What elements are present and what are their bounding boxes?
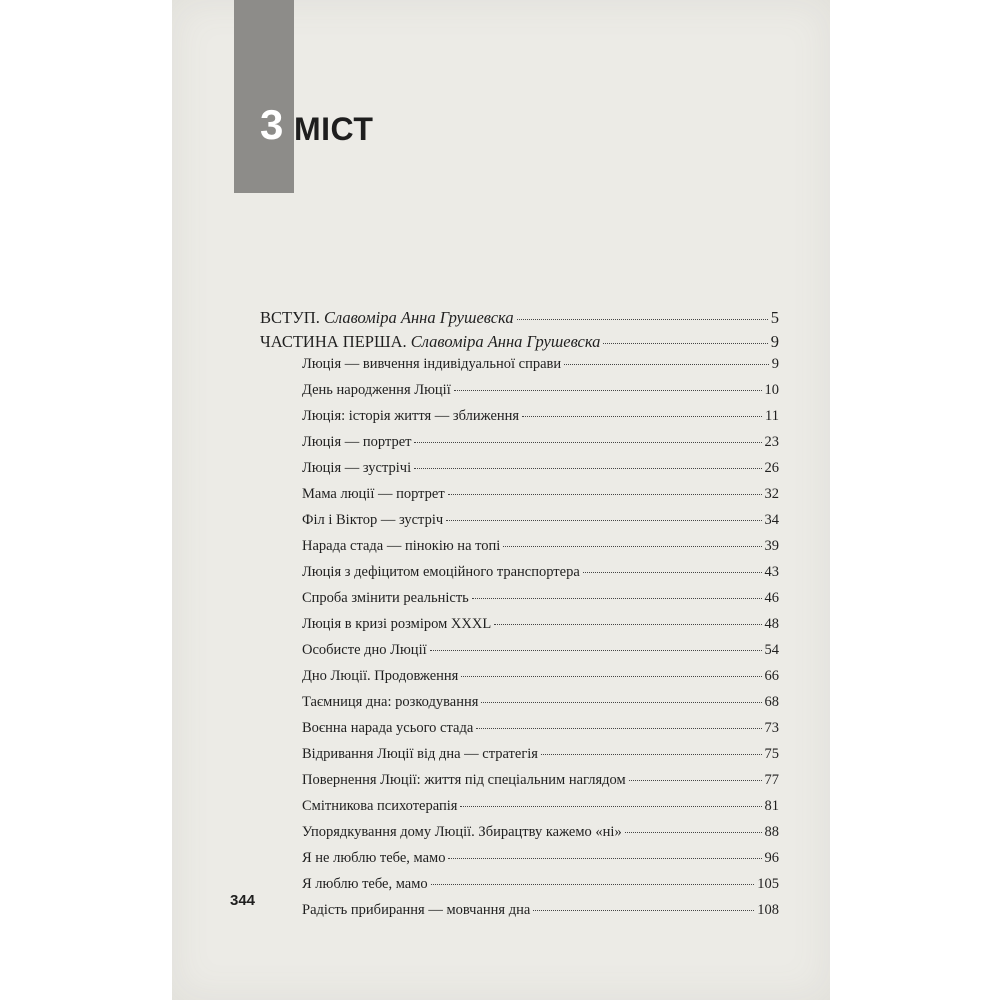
toc-entry-label: Особисте дно Люції bbox=[302, 642, 427, 658]
toc-entry-page: 11 bbox=[765, 408, 779, 424]
dot-leader bbox=[446, 520, 761, 521]
toc-entry-label: Смітникова психотерапія bbox=[302, 798, 458, 814]
toc-entry bbox=[302, 408, 779, 425]
toc-entry-page: 77 bbox=[764, 772, 779, 788]
book-page bbox=[172, 0, 830, 1000]
toc-entry bbox=[302, 460, 779, 477]
toc-entry-author: Славоміра Анна Грушевска bbox=[410, 332, 601, 351]
toc-entry-page: 43 bbox=[764, 564, 779, 580]
toc-entry bbox=[302, 538, 779, 555]
toc-entry bbox=[302, 746, 779, 763]
toc-entry-label: Повернення Люції: життя під спеціальним наглядом bbox=[302, 772, 626, 788]
toc-entry-main bbox=[260, 308, 779, 328]
toc-entry-label: День народження Люції bbox=[302, 382, 451, 398]
dot-leader bbox=[625, 832, 762, 833]
dot-leader bbox=[533, 910, 754, 911]
toc-entry-page: 108 bbox=[757, 902, 779, 918]
toc-entry-label: Нарада стада — пінокію на топі bbox=[302, 538, 501, 554]
toc-entry-label: Філ і Віктор — зустріч bbox=[302, 512, 444, 528]
dot-leader bbox=[454, 390, 762, 391]
dot-leader bbox=[461, 676, 761, 677]
toc-entry bbox=[302, 356, 779, 373]
dot-leader bbox=[476, 728, 761, 729]
toc-entry-page: 73 bbox=[764, 720, 779, 736]
toc-entry-page: 68 bbox=[764, 694, 779, 710]
dot-leader bbox=[431, 884, 755, 885]
toc-entry bbox=[302, 668, 779, 685]
toc-entry-page: 9 bbox=[770, 332, 779, 351]
toc-entry bbox=[302, 902, 779, 919]
toc-entry bbox=[302, 616, 779, 633]
toc-entry-main bbox=[260, 332, 779, 352]
toc-entry-label: Люція: історія життя — зближення bbox=[302, 408, 520, 424]
toc-entry-label: Таємниця дна: розкодування bbox=[302, 694, 479, 710]
dot-leader bbox=[629, 780, 762, 781]
toc-entry-page: 96 bbox=[764, 850, 779, 866]
toc-entry-label: Упорядкування дому Люції. Збирацтву кажемо «ні» bbox=[302, 824, 622, 840]
dot-leader bbox=[448, 494, 762, 495]
toc-entry-page: 75 bbox=[764, 746, 779, 762]
toc-entry-page: 26 bbox=[764, 460, 779, 476]
toc-entry-label: Я люблю тебе, мамо bbox=[302, 876, 428, 892]
chapter-title: МІСТ bbox=[294, 111, 374, 147]
page-number: 344 bbox=[230, 892, 256, 909]
toc-entry bbox=[302, 564, 779, 581]
toc-entry-page: 46 bbox=[764, 590, 779, 606]
toc-entry-label: Радість прибирання — мовчання дна bbox=[302, 902, 531, 918]
toc-entry bbox=[302, 590, 779, 607]
toc-entry bbox=[302, 382, 779, 399]
toc-entry bbox=[302, 642, 779, 659]
toc-entry bbox=[302, 720, 779, 737]
dot-leader bbox=[414, 442, 761, 443]
dot-leader bbox=[522, 416, 762, 417]
toc-entry-label: Дно Люції. Продовження bbox=[302, 668, 459, 684]
dot-leader bbox=[472, 598, 762, 599]
dot-leader bbox=[460, 806, 761, 807]
toc-entry bbox=[302, 798, 779, 815]
toc-entry bbox=[302, 876, 779, 893]
dot-leader bbox=[603, 343, 767, 344]
table-of-contents bbox=[172, 0, 830, 1000]
toc-entry bbox=[302, 486, 779, 503]
toc-entry-label: ВСТУП. bbox=[260, 308, 324, 327]
toc-entry-label: Я не люблю тебе, мамо bbox=[302, 850, 446, 866]
dot-leader bbox=[494, 624, 761, 625]
dot-leader bbox=[541, 754, 762, 755]
dot-leader bbox=[583, 572, 762, 573]
toc-entry-page: 10 bbox=[764, 382, 779, 398]
toc-entry-author: Славоміра Анна Грушевска bbox=[323, 308, 514, 327]
toc-entry-label: Люція — вивчення індивідуальної справи bbox=[302, 356, 562, 372]
toc-entry-page: 81 bbox=[764, 798, 779, 814]
toc-entry-page: 39 bbox=[764, 538, 779, 554]
dot-leader bbox=[564, 364, 769, 365]
toc-entry bbox=[302, 824, 779, 841]
dot-leader bbox=[503, 546, 761, 547]
dot-leader bbox=[481, 702, 761, 703]
toc-entry-page: 34 bbox=[764, 512, 779, 528]
toc-entry-label: Люція з дефіцитом емоційного транспортера bbox=[302, 564, 580, 580]
toc-entry-label: Люція — зустрічі bbox=[302, 460, 412, 476]
toc-entry-page: 88 bbox=[764, 824, 779, 840]
dot-leader bbox=[448, 858, 761, 859]
toc-entry bbox=[302, 850, 779, 867]
toc-entry-label: ЧАСТИНА ПЕРША. bbox=[260, 332, 411, 351]
toc-entry bbox=[302, 512, 779, 529]
dot-leader bbox=[517, 319, 768, 320]
dot-leader bbox=[414, 468, 761, 469]
toc-entry bbox=[302, 434, 779, 451]
toc-entry-page: 23 bbox=[764, 434, 779, 450]
toc-entry bbox=[302, 694, 779, 711]
toc-entry-page: 48 bbox=[764, 616, 779, 632]
dot-leader bbox=[430, 650, 762, 651]
toc-entry-label: Мама люції — портрет bbox=[302, 486, 445, 502]
toc-entry-label: Спроба змінити реальність bbox=[302, 590, 469, 606]
toc-entry-page: 32 bbox=[764, 486, 779, 502]
toc-entry-page: 9 bbox=[771, 356, 779, 372]
toc-entry-page: 54 bbox=[764, 642, 779, 658]
toc-entry-label: Люція — портрет bbox=[302, 434, 412, 450]
toc-entry-label: Відривання Люції від дна — стратегія bbox=[302, 746, 538, 762]
toc-entry-page: 105 bbox=[757, 876, 779, 892]
toc-entry-page: 5 bbox=[770, 308, 779, 327]
toc-entry bbox=[302, 772, 779, 789]
toc-entry-page: 66 bbox=[764, 668, 779, 684]
toc-entry-label: Воєнна нарада усього стада bbox=[302, 720, 474, 736]
toc-entry-label: Люція в кризі розміром XXXL bbox=[302, 616, 492, 632]
chapter-number: 3 bbox=[260, 101, 284, 148]
